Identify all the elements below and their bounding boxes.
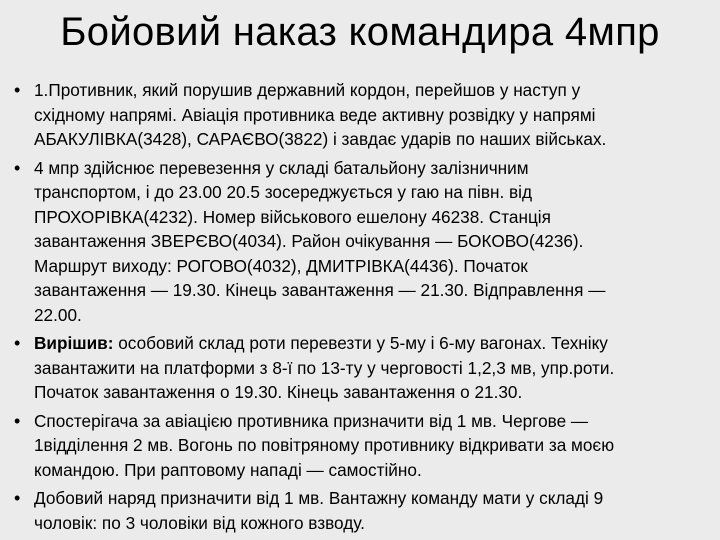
bullet-marker: •: [14, 488, 21, 508]
list-item: [14, 331, 714, 405]
list-item: [14, 156, 714, 328]
bullet-text-body: Спостерігача за авіацією противника призначити від 1 мв. Чергове — 1відділення 2 мв. Вогонь по повітряному противнику відкривати за моєю командою. При раптовому нападі — самостійно.: [34, 410, 615, 480]
bullet-text: [34, 409, 714, 483]
bullet-marker: •: [14, 333, 21, 353]
bullet-marker: •: [14, 410, 21, 431]
bullet-list: [14, 78, 714, 539]
bullet-text: [34, 156, 714, 328]
bullet-text-body: 1.Противник, який порушив державний кордон, перейшов у наступ у східному напрямі. Авіація противника веде активну розвідку у напрямі АБАКУЛІВКА(3428), САРАЄВО(3822) і завдає ударів по наших військах.: [34, 80, 607, 149]
slide-title: Бойовий наказ командира 4мпр: [60, 10, 660, 54]
bullet-marker: •: [14, 157, 21, 178]
list-item: [14, 78, 714, 152]
list-item: [14, 409, 714, 483]
bullet-text-body: Добовий наряд призначити від 1 мв. Вантажну команду мати у складі 9 чоловік: по 3 чоловіки від кожного взводу.: [34, 488, 604, 533]
bullet-text: [34, 78, 714, 152]
bullet-text-body: 4 мпр здійснює перевезення у складі батальйону залізничним транспортом, і до 23.00 20.5 зосереджується у гаю на півн. від ПРОХОРІВКА(4232). Номер військового ешелону 46238. Станція завантаження ЗВЕРЄВО(4034). Район очікування — БОКОВО(4236). Маршрут виходу: РОГОВО(4032), ДМИТРІВКА(4436). Початок завантаження — 19.30. Кінець завантаження — 21.30. Відправлення — 22.00.: [34, 157, 606, 325]
list-item: [14, 486, 714, 535]
bullet-text: [34, 486, 714, 535]
bullet-text-body: особовий склад роти перевезти у 5-му і 6-му вагонах. Техніку завантажити на платформи з 8-ї по 13-ту у черговості 1,2,3 мв, упр.роти. Початок завантаження о 19.30. Кінець завантаження о 21.30.: [34, 333, 615, 402]
bullet-text: [34, 331, 714, 405]
decision-lead: Вирішив:: [34, 333, 119, 353]
bullet-marker: •: [14, 80, 21, 100]
